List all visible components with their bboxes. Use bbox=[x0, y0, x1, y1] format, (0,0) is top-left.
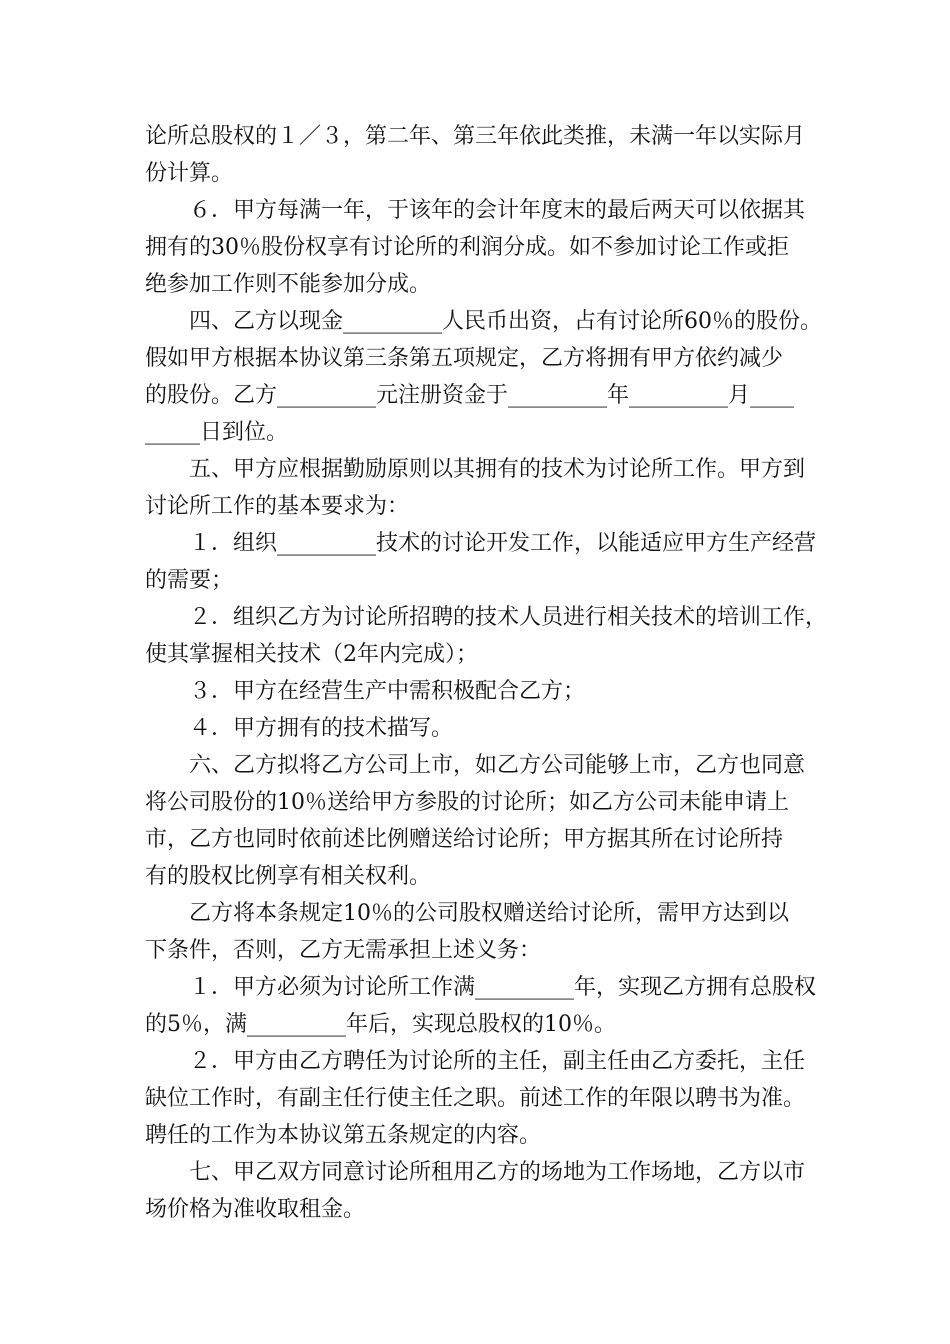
agreement-body-text bbox=[145, 118, 828, 1228]
text-line: ６．甲方每满一年，于该年的会计年度末的最后两天可以依据其 bbox=[145, 198, 806, 223]
text-line: 绝参加工作则不能参加分成。 bbox=[145, 272, 432, 297]
text-line: ２．甲方由乙方聘任为讨论所的主任，副主任由乙方委托，主任 bbox=[145, 1049, 806, 1074]
text-line: 将公司股份的10％送给甲方参股的讨论所；如乙方公司未能申请上 bbox=[145, 790, 789, 815]
text-line: 四、乙方以现金_________人民币出资，占有讨论所60％的股份。 bbox=[145, 309, 822, 334]
text-line: 市，乙方也同时依前述比例赠送给讨论所；甲方据其所在讨论所持 bbox=[145, 827, 784, 852]
text-line: 假如甲方根据本协议第三条第五项规定，乙方将拥有甲方依约减少 bbox=[145, 346, 784, 371]
text-line: ３．甲方在经营生产中需积极配合乙方； bbox=[145, 679, 586, 704]
text-line: 六、乙方拟将乙方公司上市，如乙方公司能够上市，乙方也同意 bbox=[145, 753, 806, 778]
text-line: 有的股权比例享有相关权利。 bbox=[145, 864, 432, 889]
text-line: 的需要； bbox=[145, 568, 234, 593]
text-line: 使其掌握相关技术（2年内完成）； bbox=[145, 642, 478, 667]
text-line: 的股份。乙方_________元注册资金于_________年_________月____ bbox=[145, 383, 795, 408]
text-line: 讨论所工作的基本要求为： bbox=[145, 494, 410, 519]
text-line: ２．组织乙方为讨论所招聘的技术人员进行相关技术的培训工作， bbox=[145, 605, 828, 630]
text-line: 聘任的工作为本协议第五条规定的内容。 bbox=[145, 1123, 542, 1148]
text-line: 场价格为准收取租金。 bbox=[145, 1197, 366, 1222]
text-line: 五、甲方应根据勤励原则以其拥有的技术为讨论所工作。甲方到 bbox=[145, 457, 806, 482]
text-line: １．甲方必须为讨论所工作满_________年，实现乙方拥有总股权 bbox=[145, 975, 817, 1000]
text-line: 拥有的30％股份权享有讨论所的利润分成。如不参加讨论工作或拒 bbox=[145, 235, 789, 260]
text-line: １．组织_________技术的讨论开发工作，以能适应甲方生产经营 bbox=[145, 531, 817, 556]
text-line: ４．甲方拥有的技术描写。 bbox=[145, 716, 454, 741]
text-line: 缺位工作时，有副主任行使主任之职。前述工作的年限以聘书为准。 bbox=[145, 1086, 806, 1111]
text-line: 七、甲乙双方同意讨论所租用乙方的场地为工作场地，乙方以市 bbox=[145, 1160, 806, 1185]
text-line: 的5％，满_________年后，实现总股权的10％。 bbox=[145, 1012, 616, 1037]
text-line: 论所总股权的１／３，第二年、第三年依此类推，未满一年以实际月 bbox=[145, 124, 806, 149]
text-line: _____日到位。 bbox=[145, 420, 289, 445]
text-line: 乙方将本条规定10％的公司股权赠送给讨论所，需甲方达到以 bbox=[145, 901, 789, 926]
text-line: 下条件，否则，乙方无需承担上述义务： bbox=[145, 938, 542, 963]
text-line: 份计算。 bbox=[145, 161, 234, 186]
